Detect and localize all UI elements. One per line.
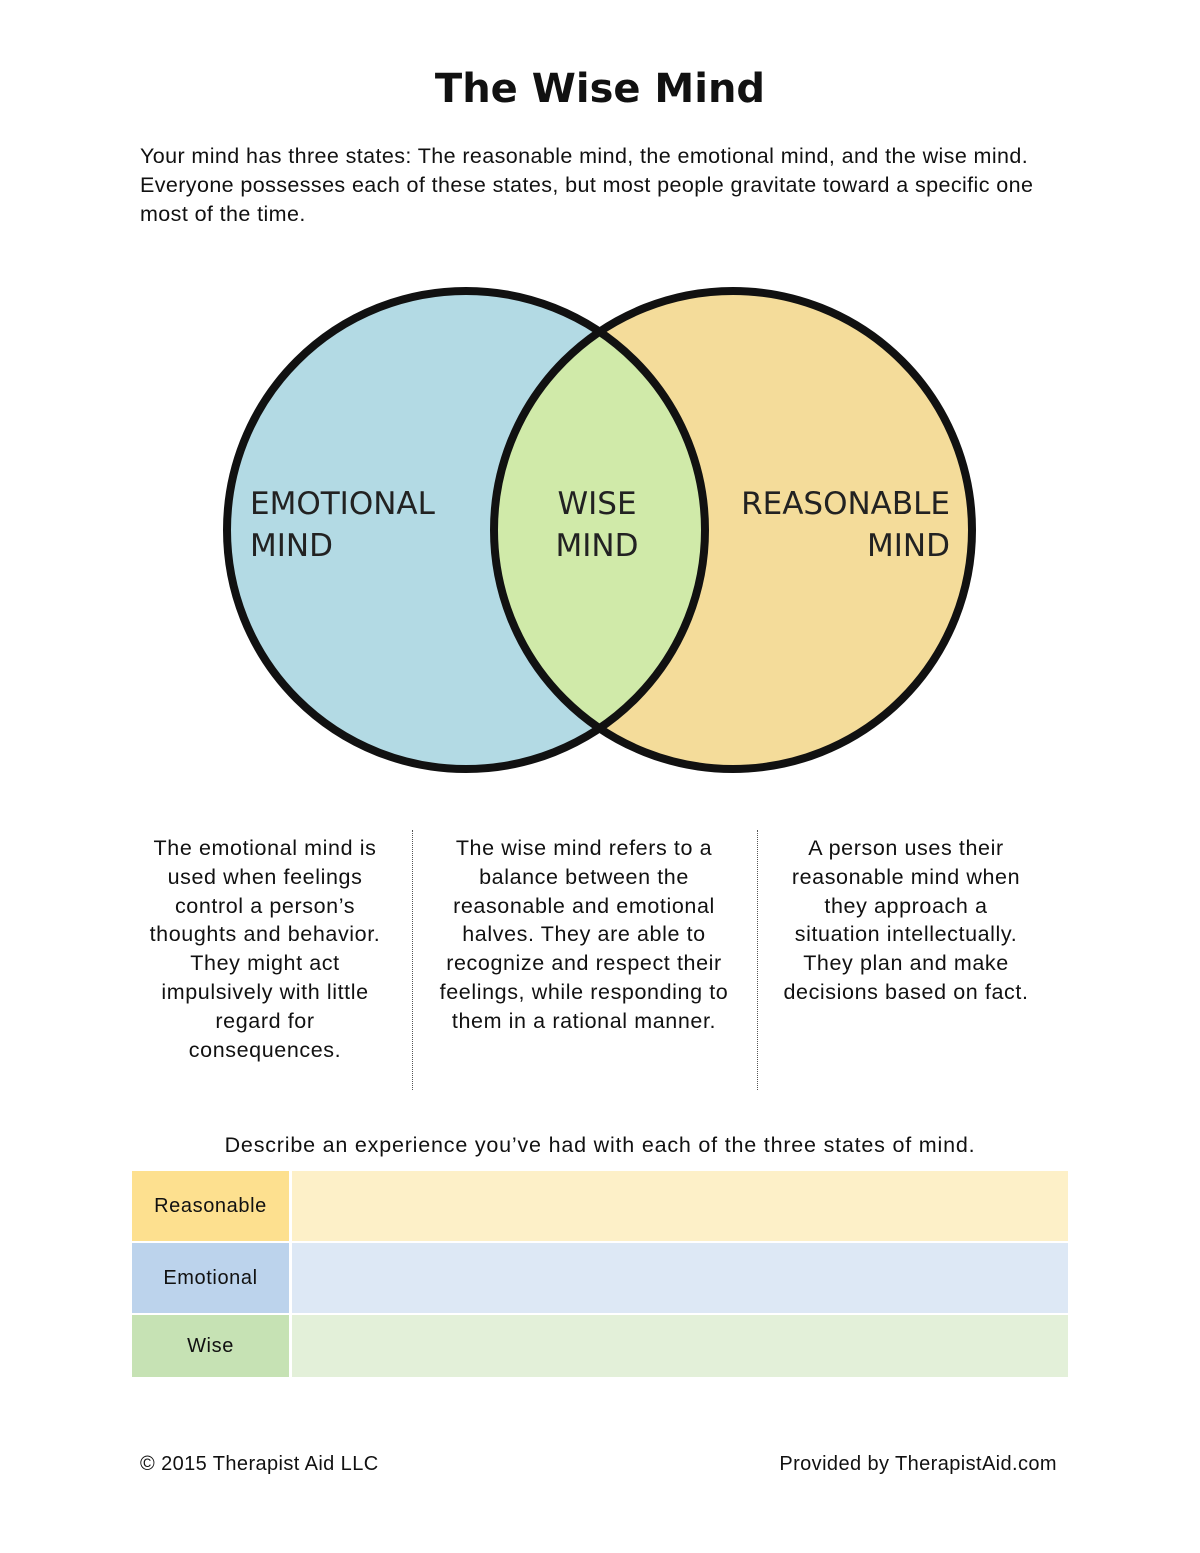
exercise-prompt: Describe an experience you’ve had with each of the three states of mind. bbox=[224, 1133, 976, 1157]
row-label-reasonable: Reasonable bbox=[132, 1171, 289, 1241]
wise-description: The wise mind refers to a balance between the reasonable and emotional halves. They are able to recognize and respect their feelings, while responding to them in a rational manner. bbox=[439, 836, 729, 1033]
copyright-notice: © 2015 Therapist Aid LLC bbox=[140, 1453, 379, 1475]
table-row-emotional bbox=[132, 1243, 1068, 1313]
table-row-wise bbox=[132, 1315, 1068, 1377]
intro-paragraph: Your mind has three states: The reasonable mind, the emotional mind, and the wise mind. Everyone possesses each of these states, but most people gravitate toward a specific one most of the time. bbox=[140, 144, 1034, 226]
emotional-response-field[interactable] bbox=[292, 1243, 1068, 1313]
emotional-description: The emotional mind is used when feelings control a person’s thoughts and behavior. They might act impulsively with little regard for consequences. bbox=[149, 836, 381, 1062]
reasonable-description: A person uses their reasonable mind when they approach a situation intellectually. They plan and make decisions based on fact. bbox=[783, 836, 1029, 1004]
column-divider bbox=[412, 830, 413, 1090]
experience-table bbox=[132, 1171, 1068, 1379]
table-row-reasonable bbox=[132, 1171, 1068, 1241]
wise-response-field[interactable] bbox=[292, 1315, 1068, 1377]
emotional-label-line2: MIND bbox=[250, 528, 333, 564]
row-label-emotional: Emotional bbox=[132, 1243, 289, 1313]
provided-by-link[interactable]: Provided by TherapistAid.com bbox=[779, 1453, 1057, 1475]
column-divider bbox=[757, 830, 758, 1090]
row-label-wise: Wise bbox=[132, 1315, 289, 1377]
reasonable-label-line1: REASONABLE bbox=[741, 486, 950, 522]
wise-label-line1: WISE bbox=[557, 486, 637, 522]
wise-label-line2: MIND bbox=[555, 528, 639, 564]
emotional-label-line1: EMOTIONAL bbox=[250, 486, 435, 522]
reasonable-label-line2: MIND bbox=[867, 528, 950, 564]
page-title: The Wise Mind bbox=[434, 66, 766, 112]
reasonable-response-field[interactable] bbox=[292, 1171, 1068, 1241]
